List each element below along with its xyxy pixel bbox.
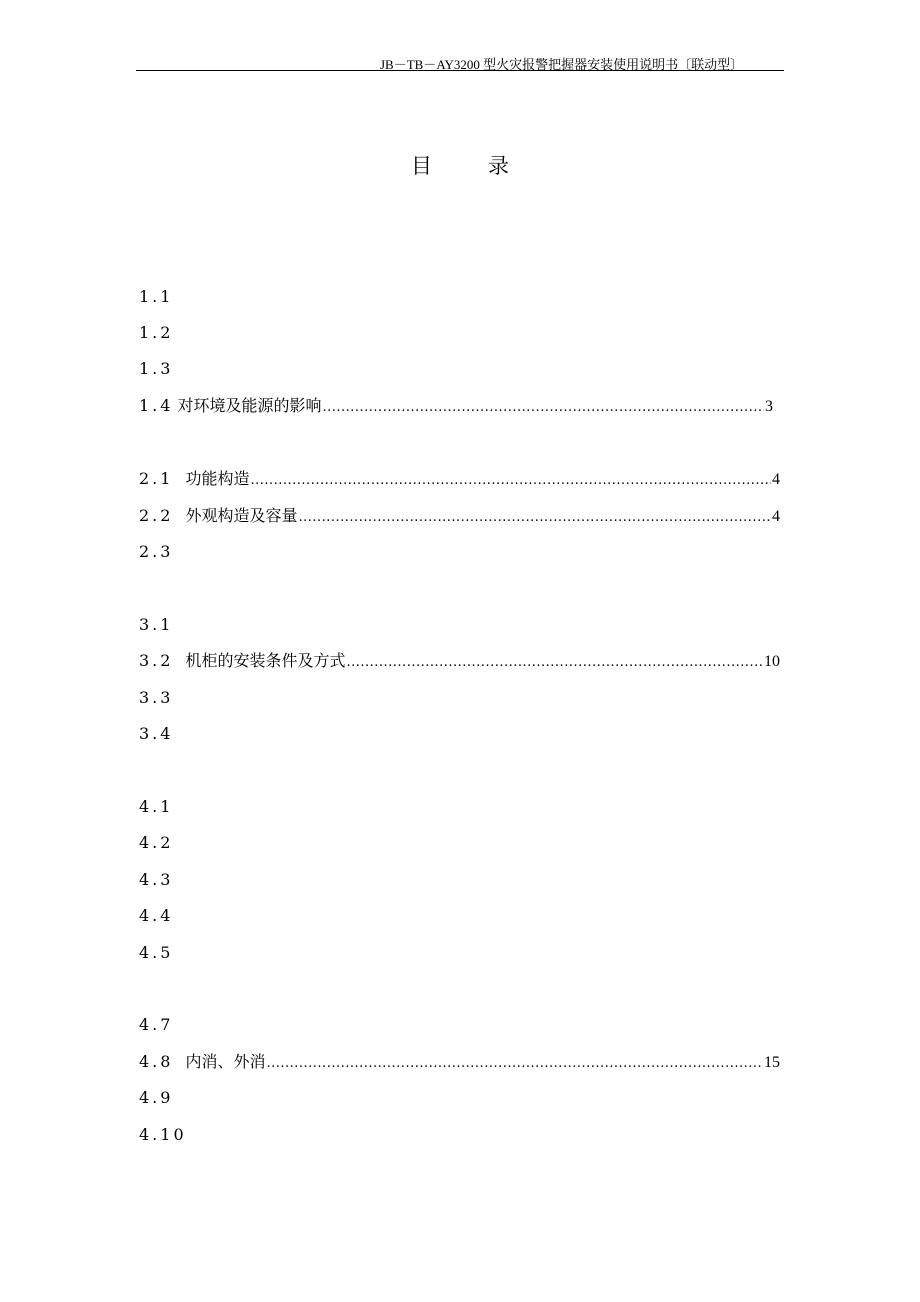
toc-entry-number: 4.10 [139,1125,187,1144]
toc-entry-4-2[interactable] [139,830,780,856]
toc-dot-leader [346,648,763,674]
toc-entry-number: 3.4 [139,724,174,743]
toc-entry-number: 4.3 [139,870,174,889]
toc-entry-number: 2.1 [139,469,174,488]
toc-entry-4-10[interactable] [139,1122,780,1148]
toc-entry-2-1[interactable] [139,466,780,492]
toc-entry-3-3[interactable] [139,685,780,711]
toc-entry-title: 外观构造及容量 [185,506,298,525]
toc-page-number: 3 [765,398,773,415]
toc-entry-number: 1.3 [139,359,174,378]
toc-entry-title: 机柜的安装条件及方式 [185,651,346,670]
toc-entry-4-3[interactable] [139,867,780,893]
toc-page-number: 4 [772,508,780,525]
toc-entry-4-1[interactable] [139,794,780,820]
toc-entry-number: 4.1 [139,797,174,816]
toc-entry-number: 3.2 [139,651,174,670]
toc-entry-number: 4.4 [139,906,174,925]
toc-entry-number: 4.9 [139,1088,174,1107]
toc-dot-leader [322,393,764,419]
toc-dot-leader [298,503,771,529]
toc-entry-3-2[interactable] [139,648,780,674]
toc-entry-2-3[interactable] [139,539,780,565]
toc-entry-number: 4.2 [139,833,174,852]
toc-entry-1-3[interactable] [139,356,780,382]
toc-entry-3-4[interactable] [139,721,780,747]
toc-dot-leader [266,1049,763,1075]
toc-entry-number: 4.8 [139,1052,174,1071]
toc-entry-number: 1.4 [139,396,174,415]
toc-entry-3-1[interactable] [139,612,780,638]
toc-entry-4-9[interactable] [139,1085,780,1111]
toc-entry-4-5[interactable] [139,940,780,966]
toc-entry-number: 4.5 [139,943,174,962]
toc-entry-4-7[interactable] [139,1012,780,1038]
toc-entry-number: 1.2 [139,323,174,342]
toc-entry-2-2[interactable] [139,503,780,529]
toc-entry-4-8[interactable] [139,1049,780,1075]
toc-entry-title: 功能构造 [185,469,250,488]
running-header: JB－TB－AY3200 型火灾报警把握器安装使用说明书〔联动型〕 [380,57,744,72]
toc-entry-title: 内消、外消 [185,1052,266,1071]
toc-entry-4-4[interactable] [139,903,780,929]
toc-entry-number: 3.1 [139,615,174,634]
toc-page-number: 4 [772,471,780,488]
toc-entry-1-2[interactable] [139,320,780,346]
toc-entry-title: 对环境及能源的影响 [177,396,322,415]
toc-entry-number: 4.7 [139,1015,174,1034]
table-of-contents [139,0,780,1302]
toc-entry-number: 2.2 [139,506,174,525]
toc-page-number: 10 [764,653,780,670]
page-title: 目录 [411,154,565,178]
toc-dot-leader [250,466,771,492]
toc-entry-number: 3.3 [139,688,174,707]
toc-entry-number: 2.3 [139,542,174,561]
toc-entry-1-4[interactable] [139,393,773,419]
toc-entry-1-1[interactable] [139,284,780,310]
toc-entry-number: 1.1 [139,287,174,306]
toc-page-number: 15 [764,1054,780,1071]
